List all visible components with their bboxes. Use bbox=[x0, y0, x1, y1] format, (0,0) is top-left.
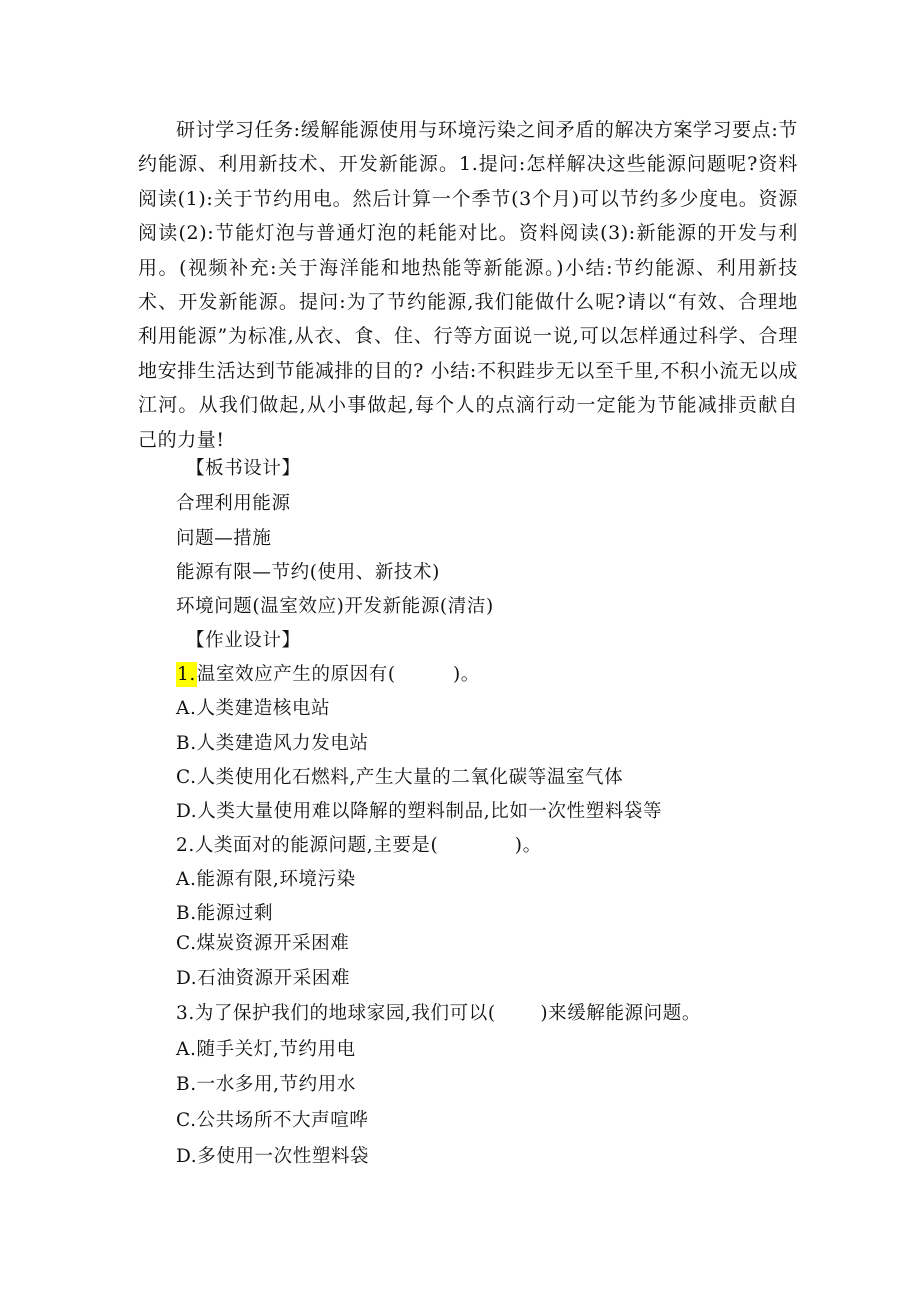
option: B.一水多用,节约用水 bbox=[176, 1074, 356, 1095]
board-heading: 【板书设计】 bbox=[186, 458, 301, 479]
board-line: 问题—措施 bbox=[176, 528, 272, 549]
option: D.人类大量使用难以降解的塑料制品,比如一次性塑料袋等 bbox=[176, 801, 663, 822]
option: A.能源有限,环境污染 bbox=[176, 869, 356, 890]
option: D.石油资源开采困难 bbox=[176, 968, 351, 989]
option: B.人类建造风力发电站 bbox=[176, 733, 369, 754]
homework-heading: 【作业设计】 bbox=[186, 630, 301, 651]
option: D.多使用一次性塑料袋 bbox=[176, 1146, 370, 1167]
question-2: 2.人类面对的能源问题,主要是( )。 bbox=[176, 835, 542, 856]
board-line: 环境问题(温室效应)开发新能源(清洁) bbox=[176, 596, 494, 617]
intro-paragraph: 研讨学习任务:缓解能源使用与环境污染之间矛盾的解决方案学习要点:节约能源、利用新技术、开发新能源。1.提问:怎样解决这些能源问题呢?资料阅读(1):关于节约用电。然后计算一个季节(3个月)可以节约多少度电。资源阅读(2):节能灯泡与普通灯泡的耗能对比。资料阅读(3):新能源的开发与利用。(视频补充:关于海洋能和地热能等新能源。)小结:节约能源、利用新技术、开发新能源。提问:为了节约能源,我们能做什么呢?请以“有效、合理地利用能源”为标准,从衣、食、住、行等方面说一说,可以怎样通过科学、合理地安排生活达到节能减排的目的? 小结:不积跬步无以至千里,不积小流无以成江河。从我们做起,从小事做起,每个人的点滴行动一定能为节能减排贡献自己的力量! bbox=[138, 119, 798, 451]
board-line: 合理利用能源 bbox=[176, 493, 291, 514]
option: B.能源过剩 bbox=[176, 903, 274, 924]
option: C.煤炭资源开采困难 bbox=[176, 933, 350, 954]
option: A.随手关灯,节约用电 bbox=[176, 1039, 356, 1060]
option: C.人类使用化石燃料,产生大量的二氧化碳等温室气体 bbox=[176, 767, 624, 788]
question-3: 3.为了保护我们的地球家园,我们可以( )来缓解能源问题。 bbox=[176, 1003, 701, 1024]
question-stem: 温室效应产生的原因有( )。 bbox=[196, 664, 480, 685]
question-number-highlight: 1. bbox=[177, 664, 196, 685]
option: A.人类建造核电站 bbox=[176, 698, 331, 719]
option: C.公共场所不大声喧哗 bbox=[176, 1110, 369, 1131]
question-1 bbox=[176, 662, 480, 688]
board-line: 能源有限—节约(使用、新技术) bbox=[176, 562, 440, 583]
